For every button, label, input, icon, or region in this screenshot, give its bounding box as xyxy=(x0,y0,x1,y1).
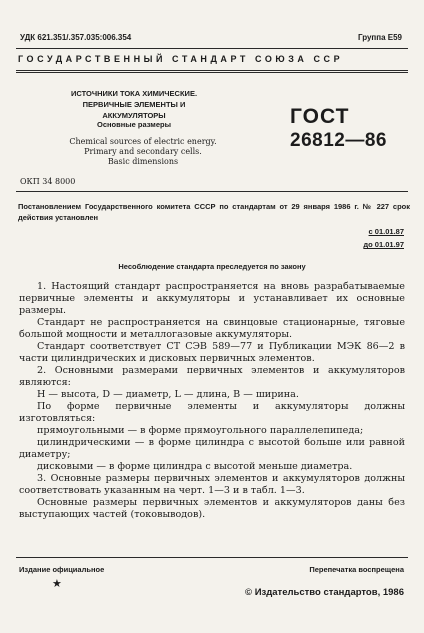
okp-code: ОКП 34 8000 xyxy=(20,177,76,186)
body-paragraph: Стандарт не распространяется на свинцовые стационарные, тяговые большой мощности и металлогазовые аккумуляторы. xyxy=(19,317,405,340)
title-ru xyxy=(50,88,218,121)
subtitle-ru: Основные размеры xyxy=(96,120,171,129)
copyright xyxy=(245,587,404,598)
body-paragraph: Стандарт соответствует СТ СЭВ 589—77 и Публикации МЭК 86—2 в части цилиндрических и дисковых первичных элементов. xyxy=(19,341,405,364)
top-rule xyxy=(16,48,408,49)
body-paragraph: дисковыми — в форме цилиндра с высотой меньше диаметра. xyxy=(37,461,353,472)
body-paragraph: H — высота, D — диаметр, L — длина, B — ширина. xyxy=(37,389,299,400)
udk-code: УДК 621.351/.357.035:006.354 xyxy=(20,33,132,42)
body-paragraph: 3. Основные размеры первичных элементов и аккумуляторов должны соответствовать указанным на черт. 1—3 и в табл. 1—3. xyxy=(19,473,405,496)
body-paragraph: 1. Настоящий стандарт распространяется на вновь разрабатываемые первичные элементы и аккумуляторы и устанавливает их основные размеры. xyxy=(19,281,405,316)
copyright-icon: © xyxy=(245,587,253,598)
date-from: с 01.01.87 xyxy=(368,227,404,236)
footer-rule xyxy=(16,557,408,558)
copyright-text: Издательство стандартов, 1986 xyxy=(254,587,404,598)
title-ru-line1: ИСТОЧНИКИ ТОКА ХИМИЧЕСКИЕ. xyxy=(70,89,198,98)
title-ru-line2: ПЕРВИЧНЫЕ ЭЛЕМЕНТЫ И АККУМУЛЯТОРЫ xyxy=(82,100,186,120)
title-en xyxy=(48,137,238,167)
reprint-notice: Перепечатка воспрещена xyxy=(309,565,404,574)
title-en-line1: Chemical sources of electric energy. xyxy=(69,137,217,146)
legal-notice: Несоблюдение стандарта преследуется по закону xyxy=(118,262,306,271)
title-en-line2: Primary and secondary cells. xyxy=(84,147,202,156)
okp-rule xyxy=(16,191,408,192)
decree-text: Постановлением Государственного комитета СССР по стандартам от 29 января 1986 г. № 227 срок действия установлен xyxy=(18,202,410,222)
date-to: до 01.01.97 xyxy=(363,240,404,249)
star-icon: ★ xyxy=(52,577,62,590)
official-edition: Издание официальное xyxy=(19,565,105,574)
title-rule-bottom xyxy=(16,72,408,73)
body-paragraph: цилиндрическими — в форме цилиндра с высотой больше или равной диаметру; xyxy=(19,437,405,460)
standard-title: ГОСУДАРСТВЕННЫЙ СТАНДАРТ СОЮЗА ССР xyxy=(18,54,344,64)
group-code: Группа Е59 xyxy=(357,33,402,42)
gost-label: ГОСТ xyxy=(290,105,350,128)
title-en-line3: Basic dimensions xyxy=(107,157,179,166)
title-rule-top xyxy=(16,70,408,71)
body-paragraph: По форме первичные элементы и аккумуляторы должны изготовляться: xyxy=(19,401,405,424)
body-text xyxy=(19,281,405,521)
body-paragraph: прямоугольными — в форме прямоугольного параллелепипеда; xyxy=(37,425,364,436)
body-paragraph: 2. Основными размерами первичных элементов и аккумуляторов являются: xyxy=(19,365,405,388)
body-paragraph: Основные размеры первичных элементов и аккумуляторов даны без выступающих частей (токовыводов). xyxy=(19,497,405,520)
gost-number: 26812—86 xyxy=(290,130,387,151)
